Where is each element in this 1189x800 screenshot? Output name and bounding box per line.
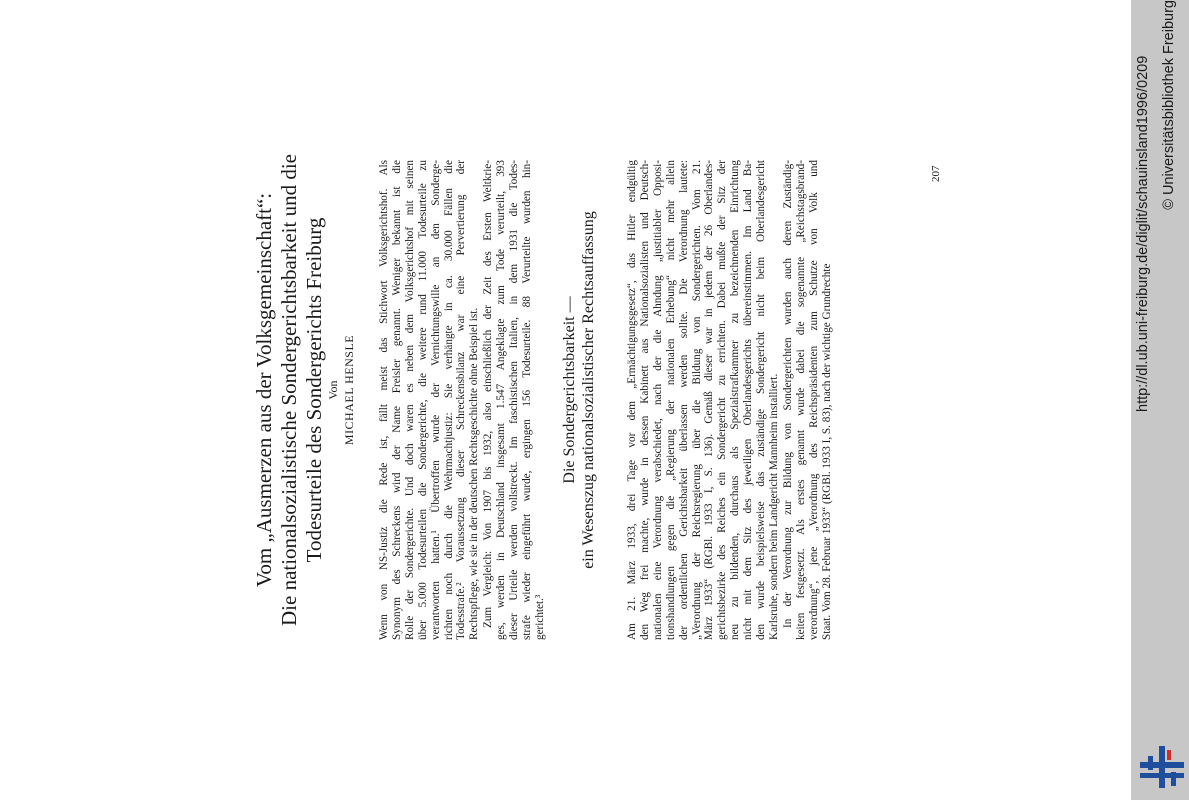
text-line: den wurde beispielsweise das zuständige Sondergericht nicht beim Oberlandesgericht [755,160,768,640]
source-url-link[interactable]: http://dl.ub.uni-freiburg.de/diglit/schauinsland1996/0209 [1135,55,1151,412]
text-line: den Weg frei machte, wurde in dessen Kabinett aus Nationalsozialisten und Deutsch- [638,160,651,640]
title-line: Die nationalsozialistische Sondergerichtsbarkeit und die [277,154,301,626]
text-line: keiten festgesetzt. Als erstes genannt wurde dabei die sogenannte „Reichstagsbrand- [794,160,807,640]
text-line: der ordentlichen Gerichtsbarkeit überlassen werden sollte. Die Verordnung lautete: [677,160,690,640]
text-line: strafe wieder eingeführt wurde, ergingen 156 Todesurteile. 88 Verurteilte wurden hin- [520,160,533,640]
heading-line: Die Sondergerichtsbarkeit — [561,296,578,484]
text-line: verordnung“, jene „Verordnung des Reichspräsidenten zum Schutze von Volk und [807,160,820,640]
text-line: gerichtet.³ [533,594,546,640]
text-line: Rechtspflege, wie sie in der deutschen Rechtsgeschichte ohne Beispiel ist. [468,307,481,640]
zustaendigkeit-paragraph [782,160,834,640]
intro-paragraph [378,160,481,640]
text-line: „Verordnung der Reichsregierung über die Bildung von Sondergerichten. Vom 21. [690,160,703,640]
section-heading [560,130,598,650]
text-line: gerichtsbezirke des Reiches ein Sondergericht zu errichten. Dabei mußte der Sitz der [716,160,729,640]
copyright-text: © Universitätsbibliothek Freiburg [1161,0,1177,210]
article-title [252,130,327,650]
text-line: verantworten hatten.¹ Übertroffen wurde der Vernichtungswille an den Sonderge- [429,160,442,640]
text-line: nicht mit dem Sitz des jeweiligen Oberlandesgerichts übereinstimmen. Im Land Ba- [742,160,755,640]
page-number: 207 [930,165,942,182]
text-line: Synonym des Schreckens wird der Name Freisler genannt. Weniger bekannt ist die [390,160,403,640]
title-line: Vom „Ausmerzen aus der Volksgemeinschaft“: [252,192,276,588]
text-line: Am 21. März 1933, drei Tage vor dem „Ermächtigungsgesetz“, das Hitler endgültig [626,160,638,640]
comparison-paragraph [482,160,547,640]
ub-freiburg-logo-icon [1140,742,1184,792]
text-line: tionshandlungen gegen die „Regierung der nationalen Erhebung“ nicht mehr allein [664,160,677,640]
text-line: Wenn von NS-Justiz die Rede ist, fällt meist das Stichwort Volksgerichtshof. Als [378,160,390,640]
text-line: In der Verordnung zur Bildung von Sondergerichten wurden auch deren Zuständig- [782,160,794,628]
text-line: ges, werden in Deutschland insgesamt 1.547 Angeklagte zum Tode verurteilt, 393 [494,160,507,640]
rotated-page [230,0,990,800]
text-line: richten noch durch die Wehrmachtjustiz: Sie verhängte in ca. 30.000 Fällen die [442,160,455,640]
title-line: Todesurteile des Sondergerichts Freiburg [302,217,326,563]
sidebar-text [1131,0,1189,800]
byline-von: Von [326,380,340,400]
sondergericht-paragraph [626,160,781,640]
heading-line: ein Wesenszug nationalsozialistischer Rechtsauffassung [580,211,597,569]
author-name: MICHAEL HENSLE [342,334,356,446]
text-line: neu zu bildenden, durchaus als Spezialstrafkammer zu bezeichnenden Einrichtung [729,160,742,640]
text-line: Todesstrafe.² Voraussetzung dieser Schreckensbilanz war eine Pervertierung der [455,160,468,640]
text-line: über 5.000 Todesurteilen die Sondergerichte, die weitere rund 11.000 Todesurteile zu [416,160,429,640]
text-line: Rolle der Sondergerichte. Und doch waren es neben dem Volksgerichtshof mit seinen [403,160,416,640]
text-line: März 1933“ (RGBl. 1933 I, S. 136). Gemäß dieser war in jedem der 26 Oberlandes- [703,160,716,640]
text-line: dieser Urteile werden vollstreckt. Im faschistischen Italien, in dem 1931 die Todes- [507,160,520,640]
text-line: Staat. Vom 28. Februar 1933“ (RGBl. 1933 I, S. 83), nach der wichtige Grundrechte [820,263,833,640]
text-line: Karlsruhe, sondern beim Landgericht Mannheim installiert. [767,373,780,640]
text-line: Zum Vergleich: Von 1907 bis 1932, also einschließlich der Zeit des Ersten Weltkrie- [482,160,494,628]
text-line: nationalen eine Verordnung verabschiedet, nach der die Ahndung „justitiabler Opposi- [651,160,664,640]
